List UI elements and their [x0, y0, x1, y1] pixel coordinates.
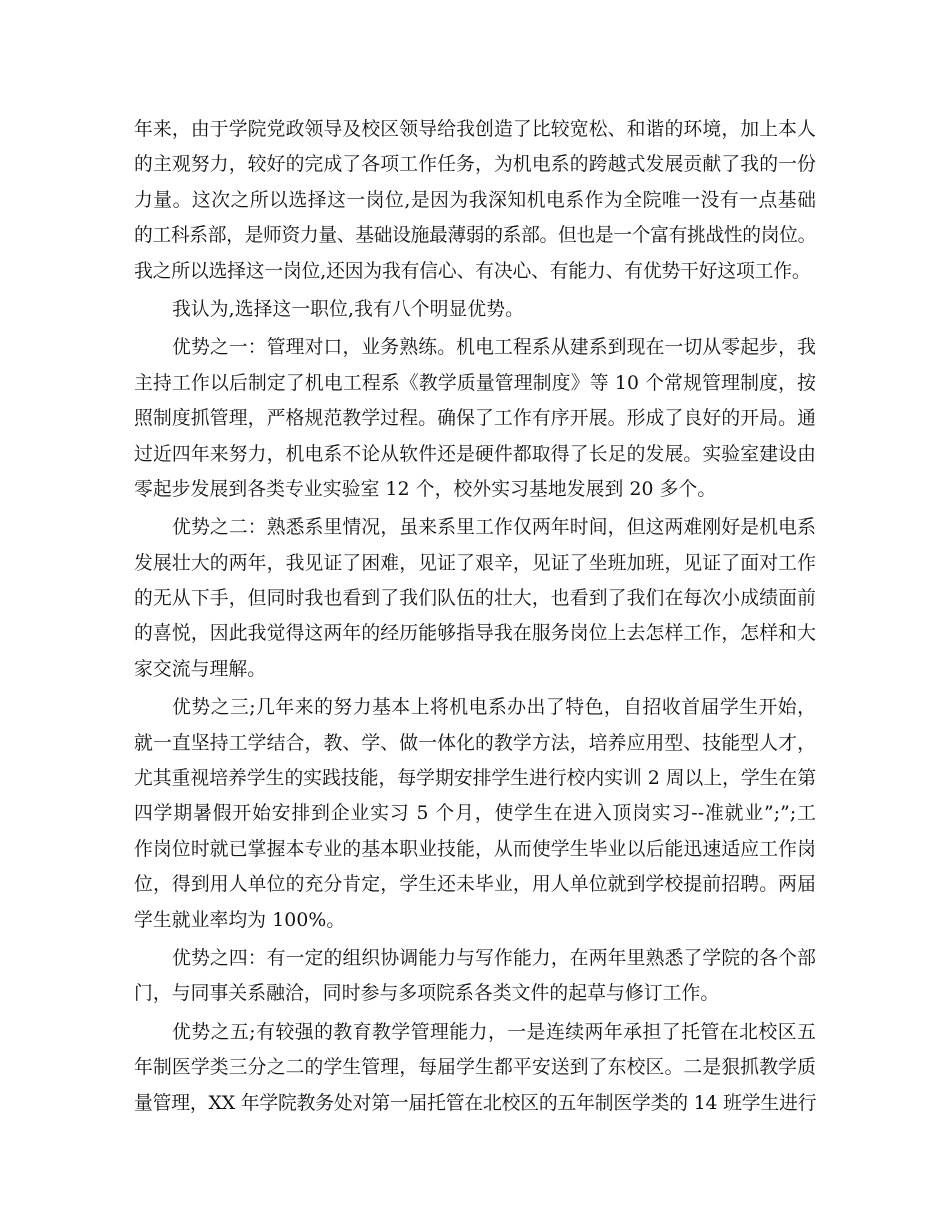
text-line: 优势之四：有一定的组织协调能力与写作能力，在两年里熟悉了学院的各个部 [172, 947, 816, 969]
text-line: 家交流与理解。 [134, 658, 267, 680]
text-line: 就一直坚持工学结合，教、学、做一体化的教学方法，培养应用型、技能型人才， [134, 732, 816, 754]
text-line: 的无从下手，但同时我也看到了我们队伍的壮大，也看到了我们在每次小成绩面前 [134, 588, 816, 610]
text-line: 优势之一：管理对口，业务熟练。机电工程系从建系到现在一切从零起步，我 [172, 337, 816, 359]
text-line: 的工科系部，是师资力量、基础设施最薄弱的系部。但也是一个富有挑战性的岗位。 [134, 225, 816, 247]
text-line: 照制度抓管理，严格规范教学过程。确保了工作有序开展。形成了良好的开局。通 [134, 408, 816, 430]
text-line: 量管理，XX 年学院教务处对第一届托管在北校区的五年制医学类的 14 班学生进行 [134, 1092, 817, 1114]
text-line: 学生就业率均为 100%。 [134, 909, 346, 931]
text-line: 年制医学类三分之二的学生管理，每届学生都平安送到了东校区。二是狠抓教学质 [134, 1057, 816, 1079]
text-line: 年来，由于学院党政领导及校区领导给我创造了比较宽松、和谐的环境，加上本人 [134, 119, 816, 140]
text-line: 力量。这次之所以选择这一岗位,是因为我深知机电系作为全院唯一没有一点基础 [134, 189, 816, 211]
text-line: 过近四年来努力，机电系不论从软件还是硬件都取得了长足的发展。实验室建设由 [134, 443, 816, 465]
text-line: 的主观努力，较好的完成了各项工作任务，为机电系的跨越式发展贡献了我的一份 [134, 154, 816, 176]
text-line: 我认为,选择这一职位,我有八个明显优势。 [172, 298, 525, 320]
text-line: 零起步发展到各类专业实验室 12 个，校外实习基地发展到 20 多个。 [134, 478, 717, 500]
text-line: 优势之三;几年来的努力基本上将机电系办出了特色，自招收首届学生开始， [172, 697, 816, 719]
text-line: 优势之五;有较强的教育教学管理能力，一是连续两年承担了托管在北校区五 [172, 1021, 816, 1043]
text-line: 发展壮大的两年，我见证了困难，见证了艰辛，见证了坐班加班，见证了面对工作 [134, 552, 816, 574]
text-line: 优势之二：熟悉系里情况，虽来系里工作仅两年时间，但这两难刚好是机电系 [172, 517, 816, 539]
text-line: 门，与同事关系融洽，同时参与多项院系各类文件的起草与修订工作。 [134, 983, 720, 1005]
text-line: 位，得到用人单位的充分肯定，学生还未毕业，用人单位就到学校提前招聘。两届 [134, 874, 816, 896]
text-line: 主持工作以后制定了机电工程系《教学质量管理制度》等 10 个常规管理制度，按 [134, 372, 816, 394]
text-line: 作岗位时就已掌握本专业的基本职业技能，从而使学生毕业以后能迅速适应工作岗 [134, 838, 816, 860]
text-line: 四学期暑假开始安排到企业实习 5 个月，使学生在进入顶岗实习--准就业”;”;工 [134, 803, 816, 825]
text-line: 尤其重视培养学生的实践技能，每学期安排学生进行校内实训 2 周以上，学生在第 [134, 768, 816, 790]
text-line: 我之所以选择这一岗位,还因为我有信心、有决心、有能力、有优势干好这项工作。 [134, 260, 811, 282]
text-line: 的喜悦，因此我觉得这两年的经历能够指导我在服务岗位上去怎样工作，怎样和大 [134, 623, 816, 645]
